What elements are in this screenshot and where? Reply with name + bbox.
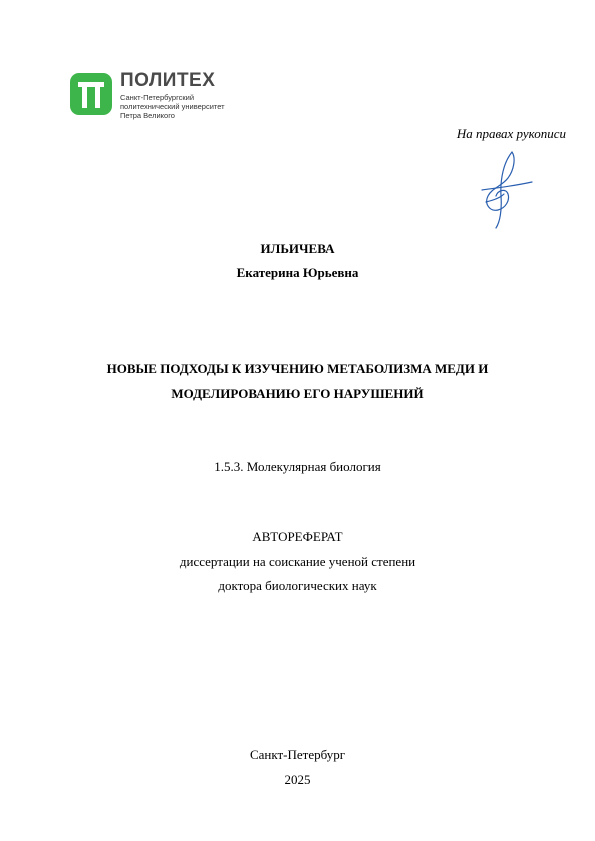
degree-description-line: доктора биологических наук — [218, 578, 377, 593]
logo-subtitle-line: политехнический университет — [120, 102, 225, 111]
dissertation-title-line: НОВЫЕ ПОДХОДЫ К ИЗУЧЕНИЮ МЕТАБОЛИЗМА МЕДИ И — [106, 361, 489, 376]
author-given-names: Екатерина Юрьевна — [236, 265, 359, 280]
logo-name: ПОЛИТЕХ — [120, 70, 216, 91]
university-logo — [70, 70, 260, 120]
handwritten-signature — [474, 148, 536, 230]
author-surname: ИЛЬИЧЕВА — [260, 241, 335, 256]
city: Санкт-Петербург — [249, 747, 346, 762]
logo-subtitle-line: Санкт-Петербургский — [120, 93, 195, 102]
document-type: АВТОРЕФЕРАТ — [252, 529, 343, 544]
rights-note: На правах рукописи — [456, 126, 566, 141]
logo-subtitle — [120, 93, 260, 120]
specialty-code: 1.5.3. Молекулярная биология — [214, 459, 381, 474]
logo-subtitle-line: Петра Великого — [120, 111, 175, 120]
polytech-logo-icon — [70, 73, 112, 115]
year: 2025 — [284, 772, 311, 787]
dissertation-title-line: МОДЕЛИРОВАНИЮ ЕГО НАРУШЕНИЙ — [171, 386, 424, 401]
degree-description-line: диссертации на соискание ученой степени — [179, 554, 416, 569]
